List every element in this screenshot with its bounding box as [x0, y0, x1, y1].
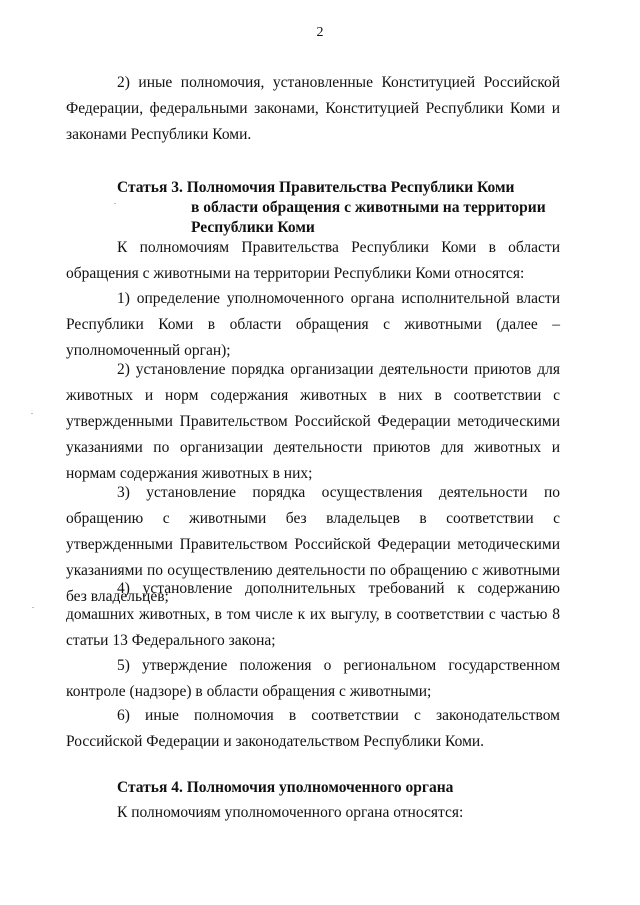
article-3-intro: К полномочиям Правительства Республики Коми в области обращения с животными на территории Республики Коми относятся: — [66, 239, 560, 282]
page-number: 2 — [316, 25, 324, 40]
paragraph-item-2-other-powers: 2) иные полномочия, установленные Конституцией Российской Федерации, федеральными законами, Конституцией Республики Коми и законами Республики Коми. — [66, 74, 560, 143]
article-3-item-6: 6) иные полномочия в соответствии с законодательством Российской Федерации и законодательством Республики Коми. — [66, 707, 560, 750]
article-3-item-4: 4) установление дополнительных требований к содержанию домашних животных, в том числе к их выгулу, в соответствии с частью 8 статьи 13 Федерального закона; — [66, 580, 560, 649]
article-3-item-1: 1) определение уполномоченного органа исполнительной власти Республики Коми в области обращения с животными (далее – уполномоченный орган); — [66, 290, 560, 359]
article-3-item-3: 3) установление порядка осуществления деятельности по обращению с животными без владельцев в соответствии с утвержденными Правительством Российской Федерации методическими указаниями по осуществлению деятельности по обращению с животными без владельцев; — [66, 484, 560, 605]
article-3-item-5: 5) утверждение положения о региональном государственном контроле (надзоре) в области обращения с животными; — [66, 657, 560, 700]
article-3-heading — [117, 178, 546, 238]
article-3-heading-line-2: в области обращения с животными на территории — [191, 199, 546, 216]
article-3-heading-line-1: Статья 3. Полномочия Правительства Республики Коми — [117, 179, 515, 196]
scan-speck — [32, 607, 34, 608]
article-4-intro: К полномочиям уполномоченного органа относятся: — [117, 804, 464, 821]
article-4-heading: Статья 4. Полномочия уполномоченного органа — [117, 779, 454, 796]
article-3-item-2: 2) установление порядка организации деятельности приютов для животных и норм содержания животных в них в соответствии с утвержденными Правительством Российской Федерации методическими указаниями по организации деятельности приютов для животных и нормам содержания животных в них; — [66, 361, 560, 482]
scan-speck — [31, 413, 33, 414]
article-3-heading-line-3: Республики Коми — [191, 219, 315, 236]
scan-speck — [114, 203, 116, 204]
